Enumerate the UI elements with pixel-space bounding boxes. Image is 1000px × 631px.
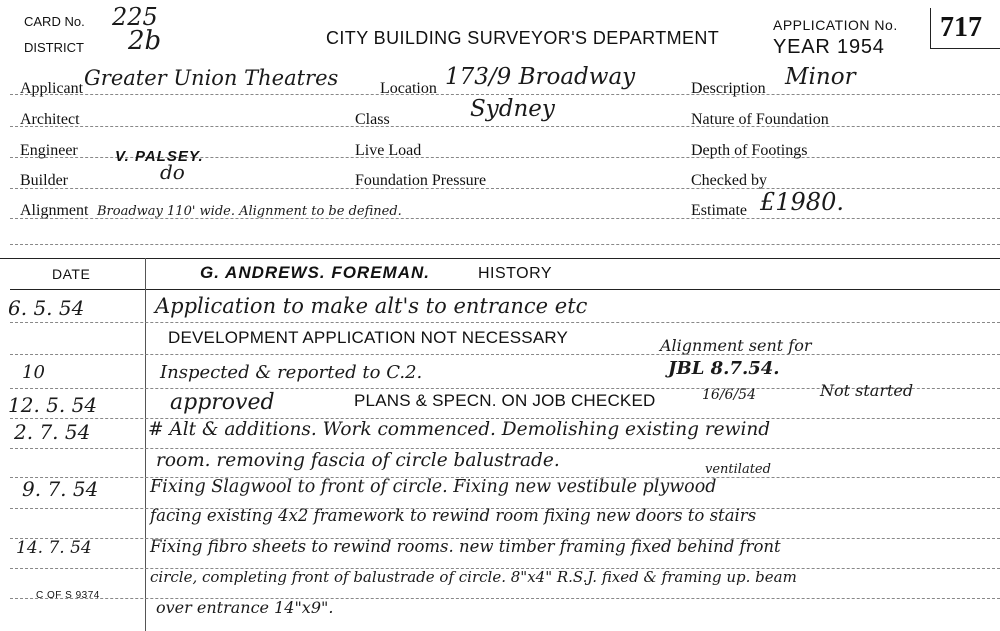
description-label: Description xyxy=(691,80,766,97)
alignment-label: Alignment xyxy=(20,202,89,219)
alignment-note: Alignment sent for xyxy=(660,336,812,355)
status-note: Not started xyxy=(820,381,914,400)
description-value: Minor xyxy=(785,64,856,90)
depth-of-footings-label: Depth of Footings xyxy=(691,142,808,159)
foundation-pressure-label: Foundation Pressure xyxy=(355,172,487,189)
rule xyxy=(10,322,1000,323)
class-label: Class xyxy=(355,111,390,128)
rule xyxy=(10,188,1000,189)
table-row-date: 10 xyxy=(22,362,45,383)
table-row-date: 2. 7. 54 xyxy=(14,420,91,444)
foreman-name: G. ANDREWS. FOREMAN. xyxy=(200,263,430,282)
class-value: Sydney xyxy=(470,96,555,122)
applicant-label: Applicant xyxy=(20,80,84,97)
checked-by-label: Checked by xyxy=(691,172,767,189)
table-row-date: 12. 5. 54 xyxy=(8,393,98,417)
table-row-entry: Inspected & reported to C.2. xyxy=(160,362,423,383)
table-row-entry: # Alt & additions. Work commenced. Demolishing existing rewind xyxy=(148,419,771,440)
table-row-date: 14. 7. 54 xyxy=(16,538,92,558)
location-value: 173/9 Broadway xyxy=(445,64,636,90)
table-row-entry: Application to make alt's to entrance etc xyxy=(155,294,588,318)
table-row-entry: approved xyxy=(170,390,275,415)
rule xyxy=(10,244,1000,245)
rule xyxy=(10,448,1000,449)
plans-checked-stamp: PLANS & SPECN. ON JOB CHECKED xyxy=(354,391,656,410)
rule xyxy=(10,94,1000,95)
date-column-divider xyxy=(145,258,146,631)
development-stamp: DEVELOPMENT APPLICATION NOT NECESSARY xyxy=(168,328,569,347)
location-label: Location xyxy=(380,80,437,97)
engineer-label: Engineer xyxy=(20,142,78,159)
table-row-entry: over entrance 14"x9". xyxy=(156,598,334,617)
estimate-value: £1980. xyxy=(760,188,844,216)
alignment-value: Broadway 110' wide. Alignment to be defined. xyxy=(97,204,402,219)
section-divider xyxy=(0,258,1000,259)
rule xyxy=(10,354,1000,355)
application-no-label: APPLICATION No. xyxy=(773,17,898,33)
card-no-label: CARD No. xyxy=(24,14,85,29)
date-column-header: DATE xyxy=(52,266,91,282)
card-no-value: 225 xyxy=(112,3,158,31)
table-row-entry: Fixing Slagwool to front of circle. Fixing new vestibule plywood xyxy=(150,477,717,497)
builder-value: do xyxy=(160,160,185,184)
live-load-label: Live Load xyxy=(355,142,422,159)
applicant-value: Greater Union Theatres xyxy=(84,66,339,90)
inserted-word: ventilated xyxy=(705,462,771,477)
application-no-value: 717 xyxy=(940,12,982,43)
builder-label: Builder xyxy=(20,172,68,189)
district-value: 2b xyxy=(128,26,162,56)
table-row-entry: circle, completing front of balustrade of circle. 8"x4" R.S.J. fixed & framing up. beam xyxy=(150,568,797,586)
architect-label: Architect xyxy=(20,111,80,128)
check-date: 16/6/54 xyxy=(702,387,756,403)
table-row-date: 9. 7. 54 xyxy=(22,477,99,501)
rule xyxy=(10,126,1000,127)
engineer-value: V. PALSEY. xyxy=(115,148,204,165)
form-code: C OF S 9374 xyxy=(36,590,100,601)
district-label: DISTRICT xyxy=(24,40,84,55)
nature-of-foundation-label: Nature of Foundation xyxy=(691,111,829,128)
year-label: YEAR 1954 xyxy=(773,36,885,58)
table-row-date: 6. 5. 54 xyxy=(8,296,85,320)
table-row-entry: room. removing fascia of circle balustrade. xyxy=(156,450,560,471)
history-column-header: HISTORY xyxy=(478,265,553,282)
history-header-rule xyxy=(10,289,1000,290)
estimate-label: Estimate xyxy=(691,202,747,219)
department-title: CITY BUILDING SURVEYOR'S DEPARTMENT xyxy=(326,28,720,48)
table-row-entry: facing existing 4x2 framework to rewind room fixing new doors to stairs xyxy=(150,506,757,525)
table-row-entry: Fixing fibro sheets to rewind rooms. new timber framing fixed behind front xyxy=(150,537,781,556)
signature-initials: JBL 8.7.54. xyxy=(668,358,780,379)
